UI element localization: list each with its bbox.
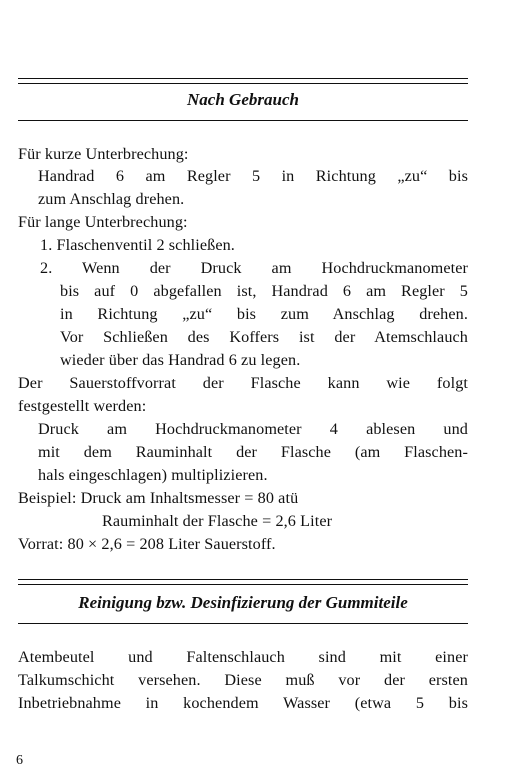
heading-underline [18,120,468,121]
page-number: 6 [16,753,23,768]
text-line: in Richtung „zu“ bis zum Anschlag drehen. [60,305,468,323]
example-line: Beispiel: Druck am Inhaltsmesser = 80 atü [18,489,299,507]
list-item-2: 2. Wenn der Druck am Hochdruckmanometer [40,259,468,277]
text-line: hals eingeschlagen) multiplizieren. [38,466,268,484]
text-line: wieder über das Handrad 6 zu legen. [60,351,301,369]
text-line: mit dem Rauminhalt der Flasche (am Flaschen- [38,443,468,461]
text-line: zum Anschlag drehen. [38,190,185,208]
text-line: Für lange Unterbrechung: [18,213,188,231]
section2-rule-1 [18,579,468,580]
text-line: Druck am Hochdruckmanometer 4 ablesen und [38,420,468,438]
section-heading-nach-gebrauch: Nach Gebrauch [187,90,299,109]
text-line: Talkumschicht versehen. Diese muß vor der ersten [18,671,468,689]
section2-rule-2 [18,584,468,585]
text-line: Für kurze Unterbrechung: [18,145,189,163]
text-line: Handrad 6 am Regler 5 in Richtung „zu“ bis [38,167,468,185]
top-rule-2 [18,83,468,84]
text-line: Atembeutel und Faltenschlauch sind mit einer [18,648,468,666]
example-line: Rauminhalt der Flasche = 2,6 Liter [102,512,333,530]
text-line: Der Sauerstoffvorrat der Flasche kann wie folgt [18,374,468,392]
text-line: Vor Schließen des Koffers ist der Atemschlauch [60,328,468,346]
text-line: bis auf 0 abgefallen ist, Handrad 6 am Regler 5 [60,282,468,300]
supply-line: Vorrat: 80 × 2,6 = 208 Liter Sauerstoff. [18,535,276,553]
list-item-1: 1. Flaschenventil 2 schließen. [40,236,235,254]
top-rule-1 [18,78,468,79]
text-line: festgestellt werden: [18,397,147,415]
text-line: Inbetriebnahme in kochendem Wasser (etwa 5 bis [18,694,468,712]
section2-heading-underline [18,623,468,624]
section-heading-reinigung: Reinigung bzw. Desinfizierung der Gummiteile [78,593,408,612]
